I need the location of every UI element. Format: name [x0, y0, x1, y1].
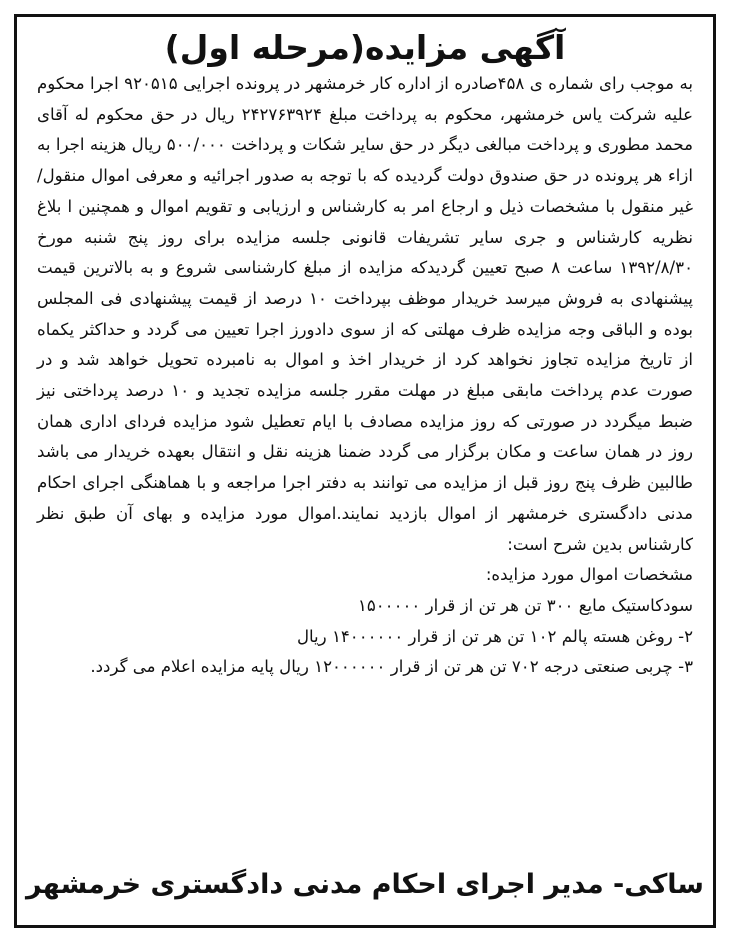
auction-item-2: ۲- روغن هسته پالم ۱۰۲ تن هر تن از قرار ۱۴۰۰۰۰۰۰ ریال [296, 626, 693, 646]
auction-item-3: ۳- چربی صنعتی درجه ۷۰۲ تن هر تن از قرار ۱۲۰۰۰۰۰۰ ریال پایه مزایده اعلام می گردد. [90, 657, 693, 677]
items-heading: مشخصات اموال مورد مزایده: [485, 565, 693, 585]
auction-item-1: سودکاستیک مایع ۳۰۰ تن هر تن از قرار ۱۵۰۰۰۰۰ [357, 595, 693, 615]
notice-content [17, 17, 713, 925]
notice-frame [14, 14, 716, 928]
notice-signature: ساکی- مدیر اجرای احکام مدنی دادگستری خرمشهر [26, 869, 704, 900]
notice-body-paragraph: به موجب رای شماره ی ۴۵۸صادره از اداره کار خرمشهر در پرونده اجرایی ۹۲۰۵۱۵ اجرا محکوم علیه شرکت یاس خرمشهر، محکوم به پرداخت مبلغ ۲۴۲۷۶۳۹۲۴ ریال در حق محکوم له آقای محمد مطوری و پرداخت مبالغی دیگر در حق سایر شکات و پرداخت ۵۰۰/۰۰۰ ریال هزینه اجرا به ازاء هر پرونده در حق صندوق دولت گردیده که با توجه به صدور اجرائیه و معرفی اموال منقول/غیر منقول با مشخصات ذیل و ارجاع امر به کارشناس و ارزیابی و تقویم اموال و همچنین ا بلاغ نظریه کارشناس و جری سایر تشریفات قانونی جلسه مزایده برای روز پنج شنبه مورخ ۱۳۹۲/۸/۳۰ ساعت ۸ صبح تعیین گردیدکه مزایده از مبلغ کارشناسی شروع و به بالاترین قیمت پیشنهادی به فروش میرسد خریدار موظف بپرداخت ۱۰ درصد از قیمت پیشنهادی فی المجلس بوده و الباقی وجه مزایده ظرف مهلتی که از سوی دادورز اجرا تعیین می گردد و حداکثر یکماه از تاریخ مزایده تجاوز نخواهد کرد از خریدار اخذ و اموال به نامبرده تحویل خواهد شد و در صورت عدم پرداخت مابقی مبلغ در مهلت مقرر جلسه مزایده تجدید و ۱۰ درصد پرداختی نیز ضبط میگردد در صورتی که روز مزایده مصادف با ایام تعطیل شود مزایده فردای اداری همان روز در همان ساعت و مکان برگزار می گردد ضمنا هزینه نقل و انتقال بعهده خریدار می باشد طالبین ظرف پنج روز قبل از مزایده می توانند به دفتر اجرا مراجعه و با هماهنگی اجرای احکام مدنی دادگستری خرمشهر از اموال بازدید نمایند.اموال مورد مزایده و بهای آن طبق نظر کارشناس بدین شرح است: [37, 74, 694, 554]
notice-body [37, 69, 693, 683]
notice-title: آگهی مزایده(مرحله اول) [164, 28, 566, 67]
